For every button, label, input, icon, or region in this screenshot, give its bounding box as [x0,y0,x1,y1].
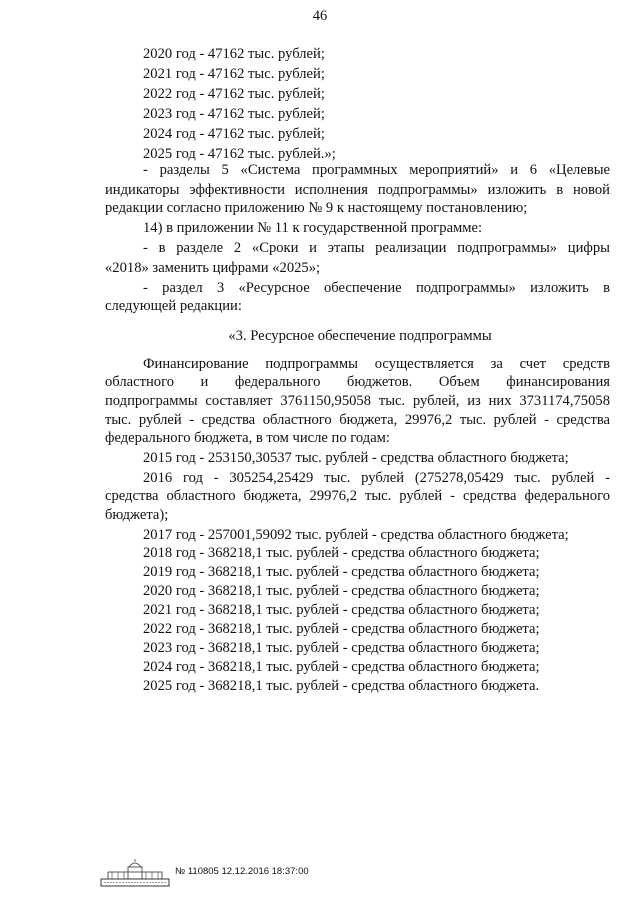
page-number: 46 [312,8,328,24]
text-line: - раздел 3 «Ресурсное обеспечение подпрограммы» изложить в [143,280,610,296]
text-line: 2021 год - 47162 тыс. рублей; [143,66,325,82]
text-line: 2020 год - 368218,1 тыс. рублей - средства областного бюджета; [143,583,540,599]
text-line: 2023 год - 47162 тыс. рублей; [143,106,325,122]
text-line: 2022 год - 47162 тыс. рублей; [143,86,325,102]
text-line: 2024 год - 368218,1 тыс. рублей - средства областного бюджета; [143,659,540,675]
text-line: средства областного бюджета, 29976,2 тыс. рублей - средства федерального [105,488,610,504]
text-line: 2017 год - 257001,59092 тыс. рублей - средства областного бюджета; [143,527,569,543]
text-line: 2016 год - 305254,25429 тыс. рублей (275278,05429 тыс. рублей - [143,470,610,486]
text-line: «2018» заменить цифрами «2025»; [105,260,321,276]
building-stamp-icon [100,858,170,888]
text-line: 2025 год - 368218,1 тыс. рублей - средства областного бюджета. [143,678,540,694]
text-line: следующей редакции: [105,298,242,314]
document-footer [100,858,460,888]
text-line: - разделы 5 «Система программных мероприятий» и 6 «Целевые [143,162,610,178]
text-line: 2015 год - 253150,30537 тыс. рублей - средства областного бюджета; [143,450,569,466]
text-line: подпрограммы составляет 3761150,95058 тыс. рублей, из них 3731174,75058 [105,393,610,409]
text-line: федерального бюджета, в том числе по годам: [105,430,390,446]
text-line: Финансирование подпрограммы осуществляется за счет средств [143,356,610,372]
text-line: 2025 год - 47162 тыс. рублей.»; [143,146,336,162]
text-line: 14) в приложении № 11 к государственной программе: [143,220,483,236]
text-line: тыс. рублей - средства областного бюджета, 29976,2 тыс. рублей - средства [105,412,610,428]
text-line: 2021 год - 368218,1 тыс. рублей - средства областного бюджета; [143,602,540,618]
text-line: 2022 год - 368218,1 тыс. рублей - средства областного бюджета; [143,621,540,637]
text-line: 2024 год - 47162 тыс. рублей; [143,126,325,142]
text-line: индикаторы эффективности исполнения подпрограммы» изложить в новой [105,182,610,198]
text-line: 2020 год - 47162 тыс. рублей; [143,46,325,62]
text-line: редакции согласно приложению № 9 к настоящему постановлению; [105,200,528,216]
text-line: областного и федерального бюджетов. Объем финансирования [105,374,610,390]
document-id: № 110805 12.12.2016 18:37:00 [175,866,309,877]
section-heading: «3. Ресурсное обеспечение подпрограммы [228,328,492,344]
text-line: 2023 год - 368218,1 тыс. рублей - средства областного бюджета; [143,640,540,656]
text-line: 2018 год - 368218,1 тыс. рублей - средства областного бюджета; [143,545,540,561]
text-line: 2019 год - 368218,1 тыс. рублей - средства областного бюджета; [143,564,540,580]
text-line: - в разделе 2 «Сроки и этапы реализации подпрограммы» цифры [143,240,610,256]
text-line: бюджета); [105,507,169,523]
